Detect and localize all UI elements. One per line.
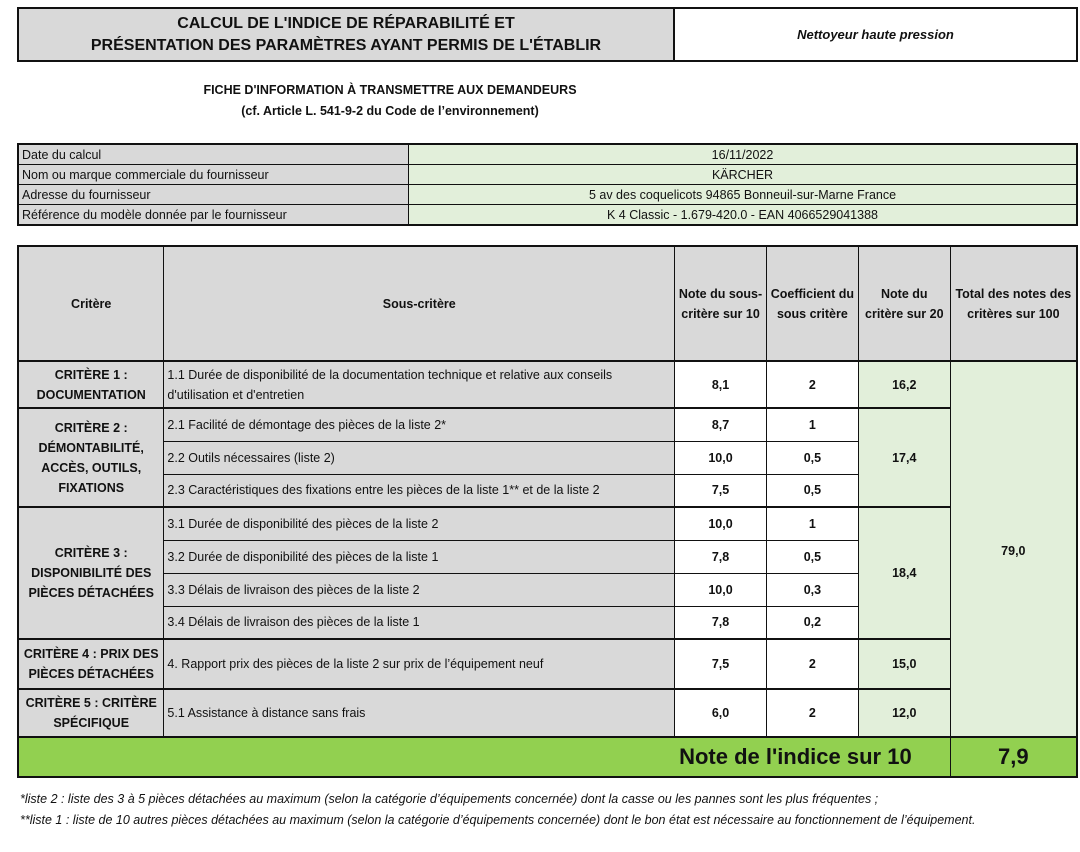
col-header-note-sous-critere: Note du sous-critère sur 10: [675, 246, 767, 361]
col-header-total: Total des notes des critères sur 100: [950, 246, 1077, 361]
subtitle-line-2: (cf. Article L. 541-9-2 du Code de l’environnement): [241, 104, 539, 118]
title-line-2: PRÉSENTATION DES PARAMÈTRES AYANT PERMIS DE L'ÉTABLIR: [90, 36, 602, 54]
col-header-coefficient: Coefficient du sous critère: [766, 246, 858, 361]
subcriterion-label: 3.4 Délais de livraison des pièces de la liste 1: [164, 606, 675, 639]
subcriterion-label: 5.1 Assistance à distance sans frais: [164, 689, 675, 737]
subcriterion-coef: 2: [766, 639, 858, 689]
subcriterion-label: 2.2 Outils nécessaires (liste 2): [164, 441, 675, 474]
footnote-liste-1: **liste 1 : liste de 10 autres pièces détachées au maximum (selon la catégorie d’équipements concernée) dont le bon état est nécessaire au fonctionnement de l’équipement.: [20, 813, 976, 827]
info-label: Référence du modèle donnée par le fournisseur: [18, 205, 409, 226]
subcriterion-coef: 0,3: [766, 573, 858, 606]
subcriterion-note: 10,0: [675, 573, 767, 606]
subcriterion-note: 7,8: [675, 606, 767, 639]
col-header-note-critere: Note du critère sur 20: [858, 246, 950, 361]
subcriterion-label: 2.1 Facilité de démontage des pièces de la liste 2*: [164, 408, 675, 441]
info-row: [18, 165, 1077, 185]
subcriterion-label: 3.2 Durée de disponibilité des pièces de la liste 1: [164, 540, 675, 573]
info-value: K 4 Classic - 1.679-420.0 - EAN 4066529041388: [409, 205, 1078, 226]
table-row: [18, 507, 1077, 540]
criterion-name: CRITÈRE 4 : PRIX DES PIÈCES DÉTACHÉES: [18, 639, 164, 689]
subcriterion-note: 10,0: [675, 441, 767, 474]
subtitle-line-1: FICHE D'INFORMATION À TRANSMETTRE AUX DEMANDEURS: [203, 83, 577, 97]
subcriterion-coef: 1: [766, 408, 858, 441]
subcriterion-coef: 0,5: [766, 474, 858, 507]
product-type: Nettoyeur haute pression: [675, 7, 1078, 62]
info-row: [18, 185, 1077, 205]
info-row: [18, 144, 1077, 165]
subcriterion-coef: 0,2: [766, 606, 858, 639]
col-header-critere: Critère: [18, 246, 164, 361]
info-value: 5 av des coquelicots 94865 Bonneuil-sur-Marne France: [409, 185, 1078, 205]
subcriterion-label: 3.1 Durée de disponibilité des pièces de la liste 2: [164, 507, 675, 540]
supplier-info-table: [17, 143, 1078, 226]
subcriterion-note: 10,0: [675, 507, 767, 540]
subcriterion-label: 4. Rapport prix des pièces de la liste 2 sur prix de l’équipement neuf: [164, 639, 675, 689]
criterion-name: CRITÈRE 3 : DISPONIBILITÉ DES PIÈCES DÉTACHÉES: [18, 507, 164, 639]
criterion-name: CRITÈRE 2 : DÉMONTABILITÉ, ACCÈS, OUTILS, FIXATIONS: [18, 408, 164, 507]
subcriterion-label: 1.1 Durée de disponibilité de la documentation technique et relative aux conseils d'utilisation et d'entretien: [164, 361, 675, 408]
subcriterion-note: 7,5: [675, 639, 767, 689]
final-score-label: Note de l'indice sur 10: [18, 737, 950, 777]
subcriterion-note: 6,0: [675, 689, 767, 737]
info-label: Nom ou marque commerciale du fournisseur: [18, 165, 409, 185]
subtitle: [0, 80, 780, 122]
col-header-sous-critere: Sous-critère: [164, 246, 675, 361]
criterion-note: 18,4: [858, 507, 950, 639]
table-row: [18, 639, 1077, 689]
info-value: 16/11/2022: [409, 144, 1078, 165]
subcriterion-note: 8,1: [675, 361, 767, 408]
criterion-note: 12,0: [858, 689, 950, 737]
repairability-table: [17, 245, 1078, 778]
info-label: Adresse du fournisseur: [18, 185, 409, 205]
subcriterion-coef: 1: [766, 507, 858, 540]
total-score: 79,0: [950, 361, 1077, 737]
info-row: [18, 205, 1077, 226]
criterion-note: 17,4: [858, 408, 950, 507]
subcriterion-note: 8,7: [675, 408, 767, 441]
final-score-row: [18, 737, 1077, 777]
subcriterion-coef: 2: [766, 361, 858, 408]
subcriterion-note: 7,8: [675, 540, 767, 573]
table-row: [18, 361, 1077, 408]
info-label: Date du calcul: [18, 144, 409, 165]
footnote-liste-2: *liste 2 : liste des 3 à 5 pièces détachées au maximum (selon la catégorie d’équipements concernée) dont la casse ou les pannes sont les plus fréquentes ;: [20, 792, 879, 806]
info-value: KÄRCHER: [409, 165, 1078, 185]
table-header-row: [18, 246, 1077, 361]
subcriterion-coef: 2: [766, 689, 858, 737]
subcriterion-label: 2.3 Caractéristiques des fixations entre les pièces de la liste 1** et de la liste 2: [164, 474, 675, 507]
subcriterion-note: 7,5: [675, 474, 767, 507]
final-score-value: 7,9: [950, 737, 1077, 777]
criterion-note: 16,2: [858, 361, 950, 408]
footnotes: [20, 789, 1070, 831]
subcriterion-label: 3.3 Délais de livraison des pièces de la liste 2: [164, 573, 675, 606]
criterion-note: 15,0: [858, 639, 950, 689]
subcriterion-coef: 0,5: [766, 540, 858, 573]
criterion-name: CRITÈRE 5 : CRITÈRE SPÉCIFIQUE: [18, 689, 164, 737]
table-row: [18, 408, 1077, 441]
subcriterion-coef: 0,5: [766, 441, 858, 474]
document-title: [17, 7, 675, 62]
table-row: [18, 689, 1077, 737]
title-line-1: CALCUL DE L'INDICE DE RÉPARABILITÉ ET: [177, 14, 515, 32]
criterion-name: CRITÈRE 1 : DOCUMENTATION: [18, 361, 164, 408]
